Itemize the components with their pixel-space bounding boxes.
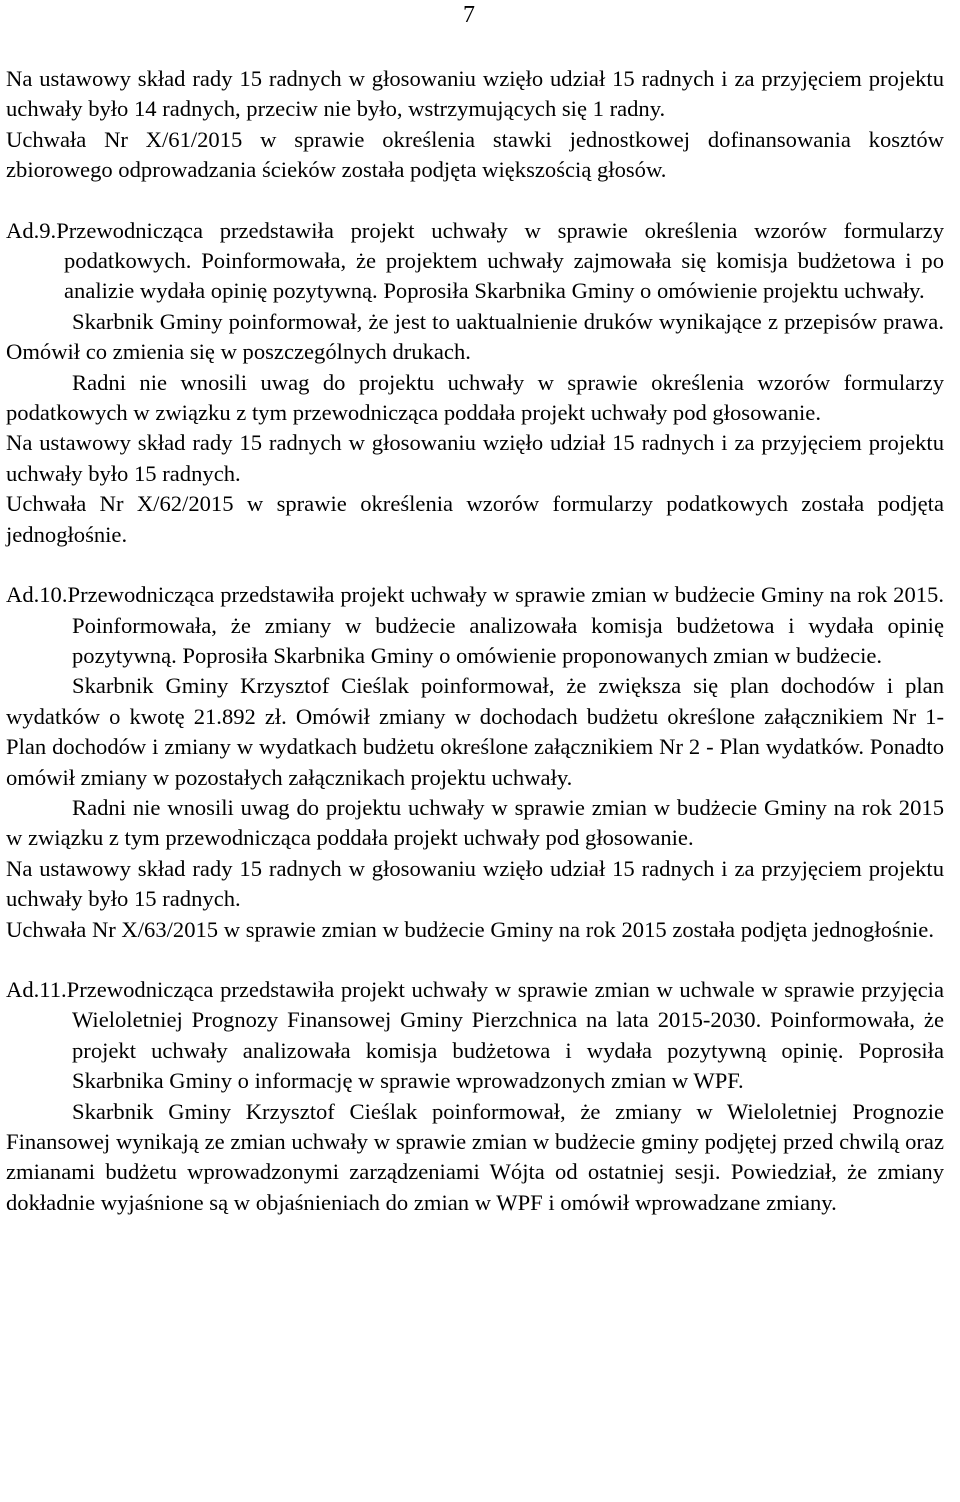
- resolution-paragraph-1: Uchwała Nr X/61/2015 w sprawie określenia stawki jednostkowej dofinansowania kosztów zbiorowego odprowadzania ścieków została podjęta większością głosów.: [6, 126, 944, 183]
- treasurer-statement-9: Skarbnik Gminy poinformował, że jest to uaktualnienie druków wynikające z przepisów prawa. Omówił co zmienia się w poszczególnych drukach.: [6, 308, 944, 365]
- resolution-paragraph-9: Uchwała Nr X/62/2015 w sprawie określenia wzorów formularzy podatkowych została podjęta jednogłośnie.: [6, 491, 944, 547]
- vote-paragraph-10: Na ustawowy skład rady 15 radnych w głosowaniu wzięło udział 15 radnych i za przyjęciem projektu uchwały było 15 radnych.: [6, 855, 944, 912]
- councillors-note-9: Radni nie wnosili uwag do projektu uchwały w sprawie określenia wzorów formularzy podatkowych w związku z tym przewodnicząca poddała projekt uchwały pod głosowanie.: [6, 369, 944, 426]
- treasurer-statement-11: Skarbnik Gminy Krzysztof Cieślak poinformował, że zmiany w Wieloletniej Prognozie Finansowej wynikają ze zmian uchwały w sprawie zmian w budżecie gminy podjętej przed chwilą oraz zmianami budżetu wprowadzonymi zarządzeniami Wójta od ostatniej sesji. Powiedział, że zmiany dokładnie wyjaśnione są w objaśnieniach do zmian w WPF i omówił wprowadzane zmiany.: [6, 1098, 944, 1215]
- document-body: [6, 64, 944, 1218]
- agenda-item-10: Ad.10.Przewodnicząca przedstawiła projekt uchwały w sprawie zmian w budżecie Gminy na rok 2015. Poinformowała, że zmiany w budżecie analizowała komisja budżetowa i wydała opinię pozytywną. Poprosiła Skarbnika Gminy o omówienie proponowanych zmian w budżecie.: [6, 582, 944, 668]
- page-number: 7: [463, 2, 475, 28]
- treasurer-statement-10: Skarbnik Gminy Krzysztof Cieślak poinformował, że zwiększa się plan dochodów i plan wydatków o kwotę 21.892 zł. Omówił zmiany w dochodach budżetu określone załącznikiem Nr 1- Plan dochodów i zmiany w wydatkach budżetu określone załącznikiem Nr 2 - Plan wydatków. Ponadto omówił zmiany w pozostałych załącznikach projektu uchwały.: [6, 673, 944, 790]
- councillors-note-10: Radni nie wnosili uwag do projektu uchwały w sprawie zmian w budżecie Gminy na rok 2015 w związku z tym przewodnicząca poddała projekt uchwały pod głosowanie.: [6, 794, 944, 851]
- spacer: [6, 550, 944, 580]
- agenda-item-11: Ad.11.Przewodnicząca przedstawiła projekt uchwały w sprawie zmian w uchwale w sprawie przyjęcia Wieloletniej Prognozy Finansowej Gminy Pierzchnica na lata 2015-2030. Poinformowała, że projekt uchwały analizowała komisja budżetowa i wydała pozytywną opinię. Poprosiła Skarbnika Gminy o informację w sprawie wprowadzonych zmian w WPF.: [6, 976, 944, 1094]
- resolution-paragraph-10: Uchwała Nr X/63/2015 w sprawie zmian w budżecie Gminy na rok 2015 została podjęta jednogłośnie.: [6, 916, 934, 942]
- agenda-item-9: Ad.9.Przewodnicząca przedstawiła projekt uchwały w sprawie określenia wzorów formularzy podatkowych. Poinformowała, że projektem uchwały zajmowała się komisja budżetowa i po analizie wydała opinię pozytywną. Poprosiła Skarbnika Gminy o omówienie projektu uchwały.: [6, 217, 944, 304]
- spacer: [6, 945, 944, 975]
- vote-paragraph-9: Na ustawowy skład rady 15 radnych w głosowaniu wzięło udział 15 radnych i za przyjęciem projektu uchwały było 15 radnych.: [6, 430, 944, 486]
- vote-paragraph-1: Na ustawowy skład rady 15 radnych w głosowaniu wzięło udział 15 radnych i za przyjęciem projektu uchwały było 14 radnych, przeciw nie było, wstrzymujących się 1 radny.: [6, 66, 944, 122]
- spacer: [6, 186, 944, 216]
